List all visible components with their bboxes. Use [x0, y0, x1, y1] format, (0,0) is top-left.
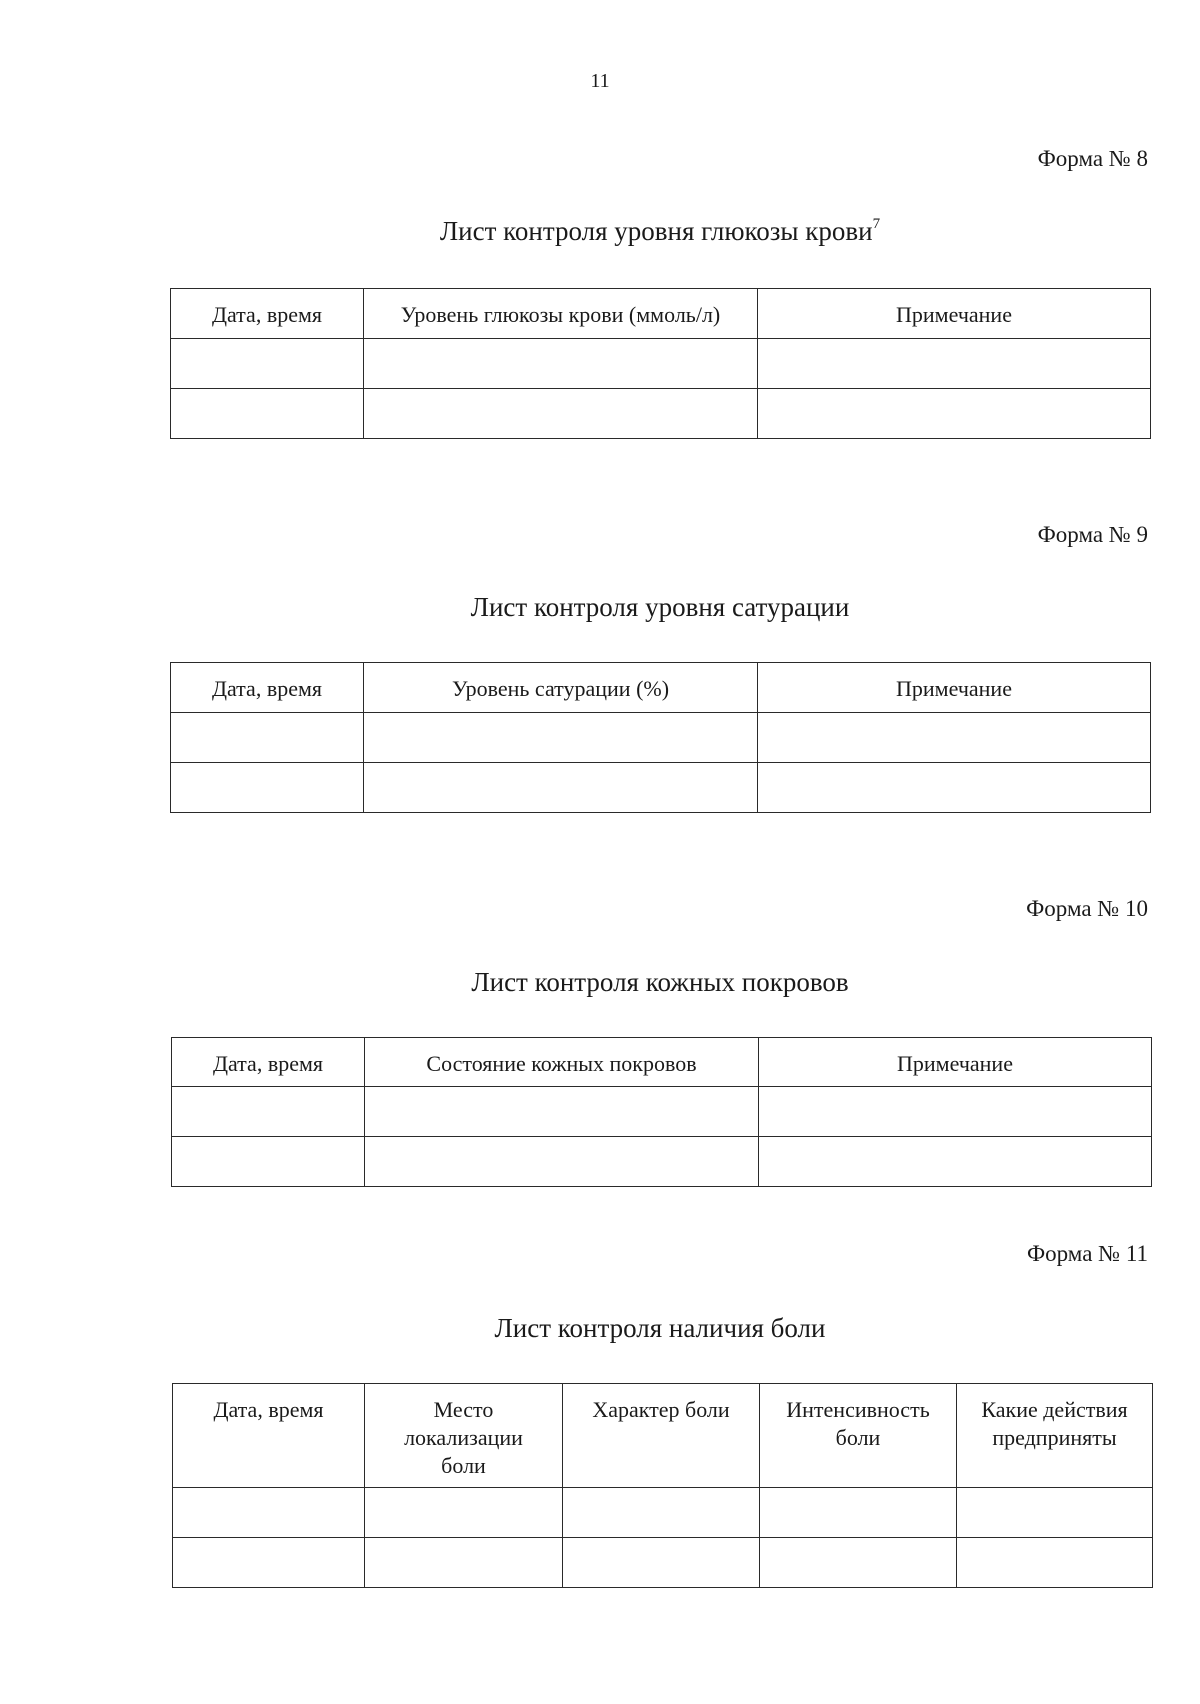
table-row: [171, 713, 1151, 763]
column-header: Уровень глюкозы крови (ммоль/л): [364, 289, 758, 339]
empty-cell[interactable]: [365, 1087, 759, 1137]
empty-cell[interactable]: [957, 1488, 1153, 1538]
form-10-label: Форма № 10: [1026, 896, 1148, 921]
form-11-label: Форма № 11: [1026, 1241, 1148, 1266]
column-header: Примечание: [758, 663, 1151, 713]
pain-control-table: [172, 1383, 1153, 1588]
empty-cell[interactable]: [365, 1538, 563, 1588]
skin-control-table: [171, 1037, 1152, 1187]
column-header: Примечание: [759, 1038, 1152, 1087]
column-header: Место локализации боли: [365, 1384, 563, 1488]
column-header: Характер боли: [563, 1384, 760, 1488]
column-header: Интенсивность боли: [760, 1384, 957, 1488]
form-10-title: Лист контроля кожных покровов: [471, 967, 849, 997]
column-header: Уровень сатурации (%): [364, 663, 758, 713]
empty-cell[interactable]: [563, 1488, 760, 1538]
empty-cell[interactable]: [364, 713, 758, 763]
empty-cell[interactable]: [759, 1137, 1152, 1187]
table-row: [172, 1087, 1152, 1137]
empty-cell[interactable]: [365, 1137, 759, 1187]
empty-cell[interactable]: [173, 1538, 365, 1588]
table-header-row: [173, 1384, 1153, 1488]
empty-cell[interactable]: [760, 1488, 957, 1538]
empty-cell[interactable]: [759, 1087, 1152, 1137]
page-number: 11: [590, 70, 610, 92]
column-header: Состояние кожных покровов: [365, 1038, 759, 1087]
footnote-marker: 7: [872, 216, 881, 232]
empty-cell[interactable]: [364, 763, 758, 813]
empty-cell[interactable]: [758, 339, 1151, 389]
form-8-title: Лист контроля уровня глюкозы крови$^7$: [439, 216, 881, 246]
empty-cell[interactable]: [172, 1137, 365, 1187]
empty-cell[interactable]: [957, 1538, 1153, 1588]
form-11-title: Лист контроля наличия боли: [494, 1313, 826, 1343]
table-row: [173, 1538, 1153, 1588]
column-header: Дата, время: [173, 1384, 365, 1488]
column-header: Примечание: [758, 289, 1151, 339]
empty-cell[interactable]: [563, 1538, 760, 1588]
empty-cell[interactable]: [171, 763, 364, 813]
glucose-control-table: [170, 288, 1151, 439]
empty-cell[interactable]: [365, 1488, 563, 1538]
empty-cell[interactable]: [364, 339, 758, 389]
column-header: Дата, время: [172, 1038, 365, 1087]
form-9-label: Форма № 9: [1037, 522, 1148, 547]
table-row: [172, 1137, 1152, 1187]
empty-cell[interactable]: [171, 389, 364, 439]
empty-cell[interactable]: [758, 763, 1151, 813]
empty-cell[interactable]: [758, 713, 1151, 763]
column-header: Дата, время: [171, 289, 364, 339]
empty-cell[interactable]: [171, 713, 364, 763]
empty-cell[interactable]: [171, 339, 364, 389]
form-8-label: Форма № 8: [1037, 146, 1148, 171]
column-header: Дата, время: [171, 663, 364, 713]
empty-cell[interactable]: [760, 1538, 957, 1588]
form-9-title: Лист контроля уровня сатурации: [470, 592, 850, 622]
table-row: [171, 763, 1151, 813]
table-row: [173, 1488, 1153, 1538]
empty-cell[interactable]: [173, 1488, 365, 1538]
empty-cell[interactable]: [172, 1087, 365, 1137]
table-header-row: [171, 289, 1151, 339]
table-header-row: [172, 1038, 1152, 1087]
empty-cell[interactable]: [364, 389, 758, 439]
empty-cell[interactable]: [758, 389, 1151, 439]
table-row: [171, 339, 1151, 389]
column-header: Какие действия предприняты: [957, 1384, 1153, 1488]
table-header-row: [171, 663, 1151, 713]
table-row: [171, 389, 1151, 439]
saturation-control-table: [170, 662, 1151, 813]
